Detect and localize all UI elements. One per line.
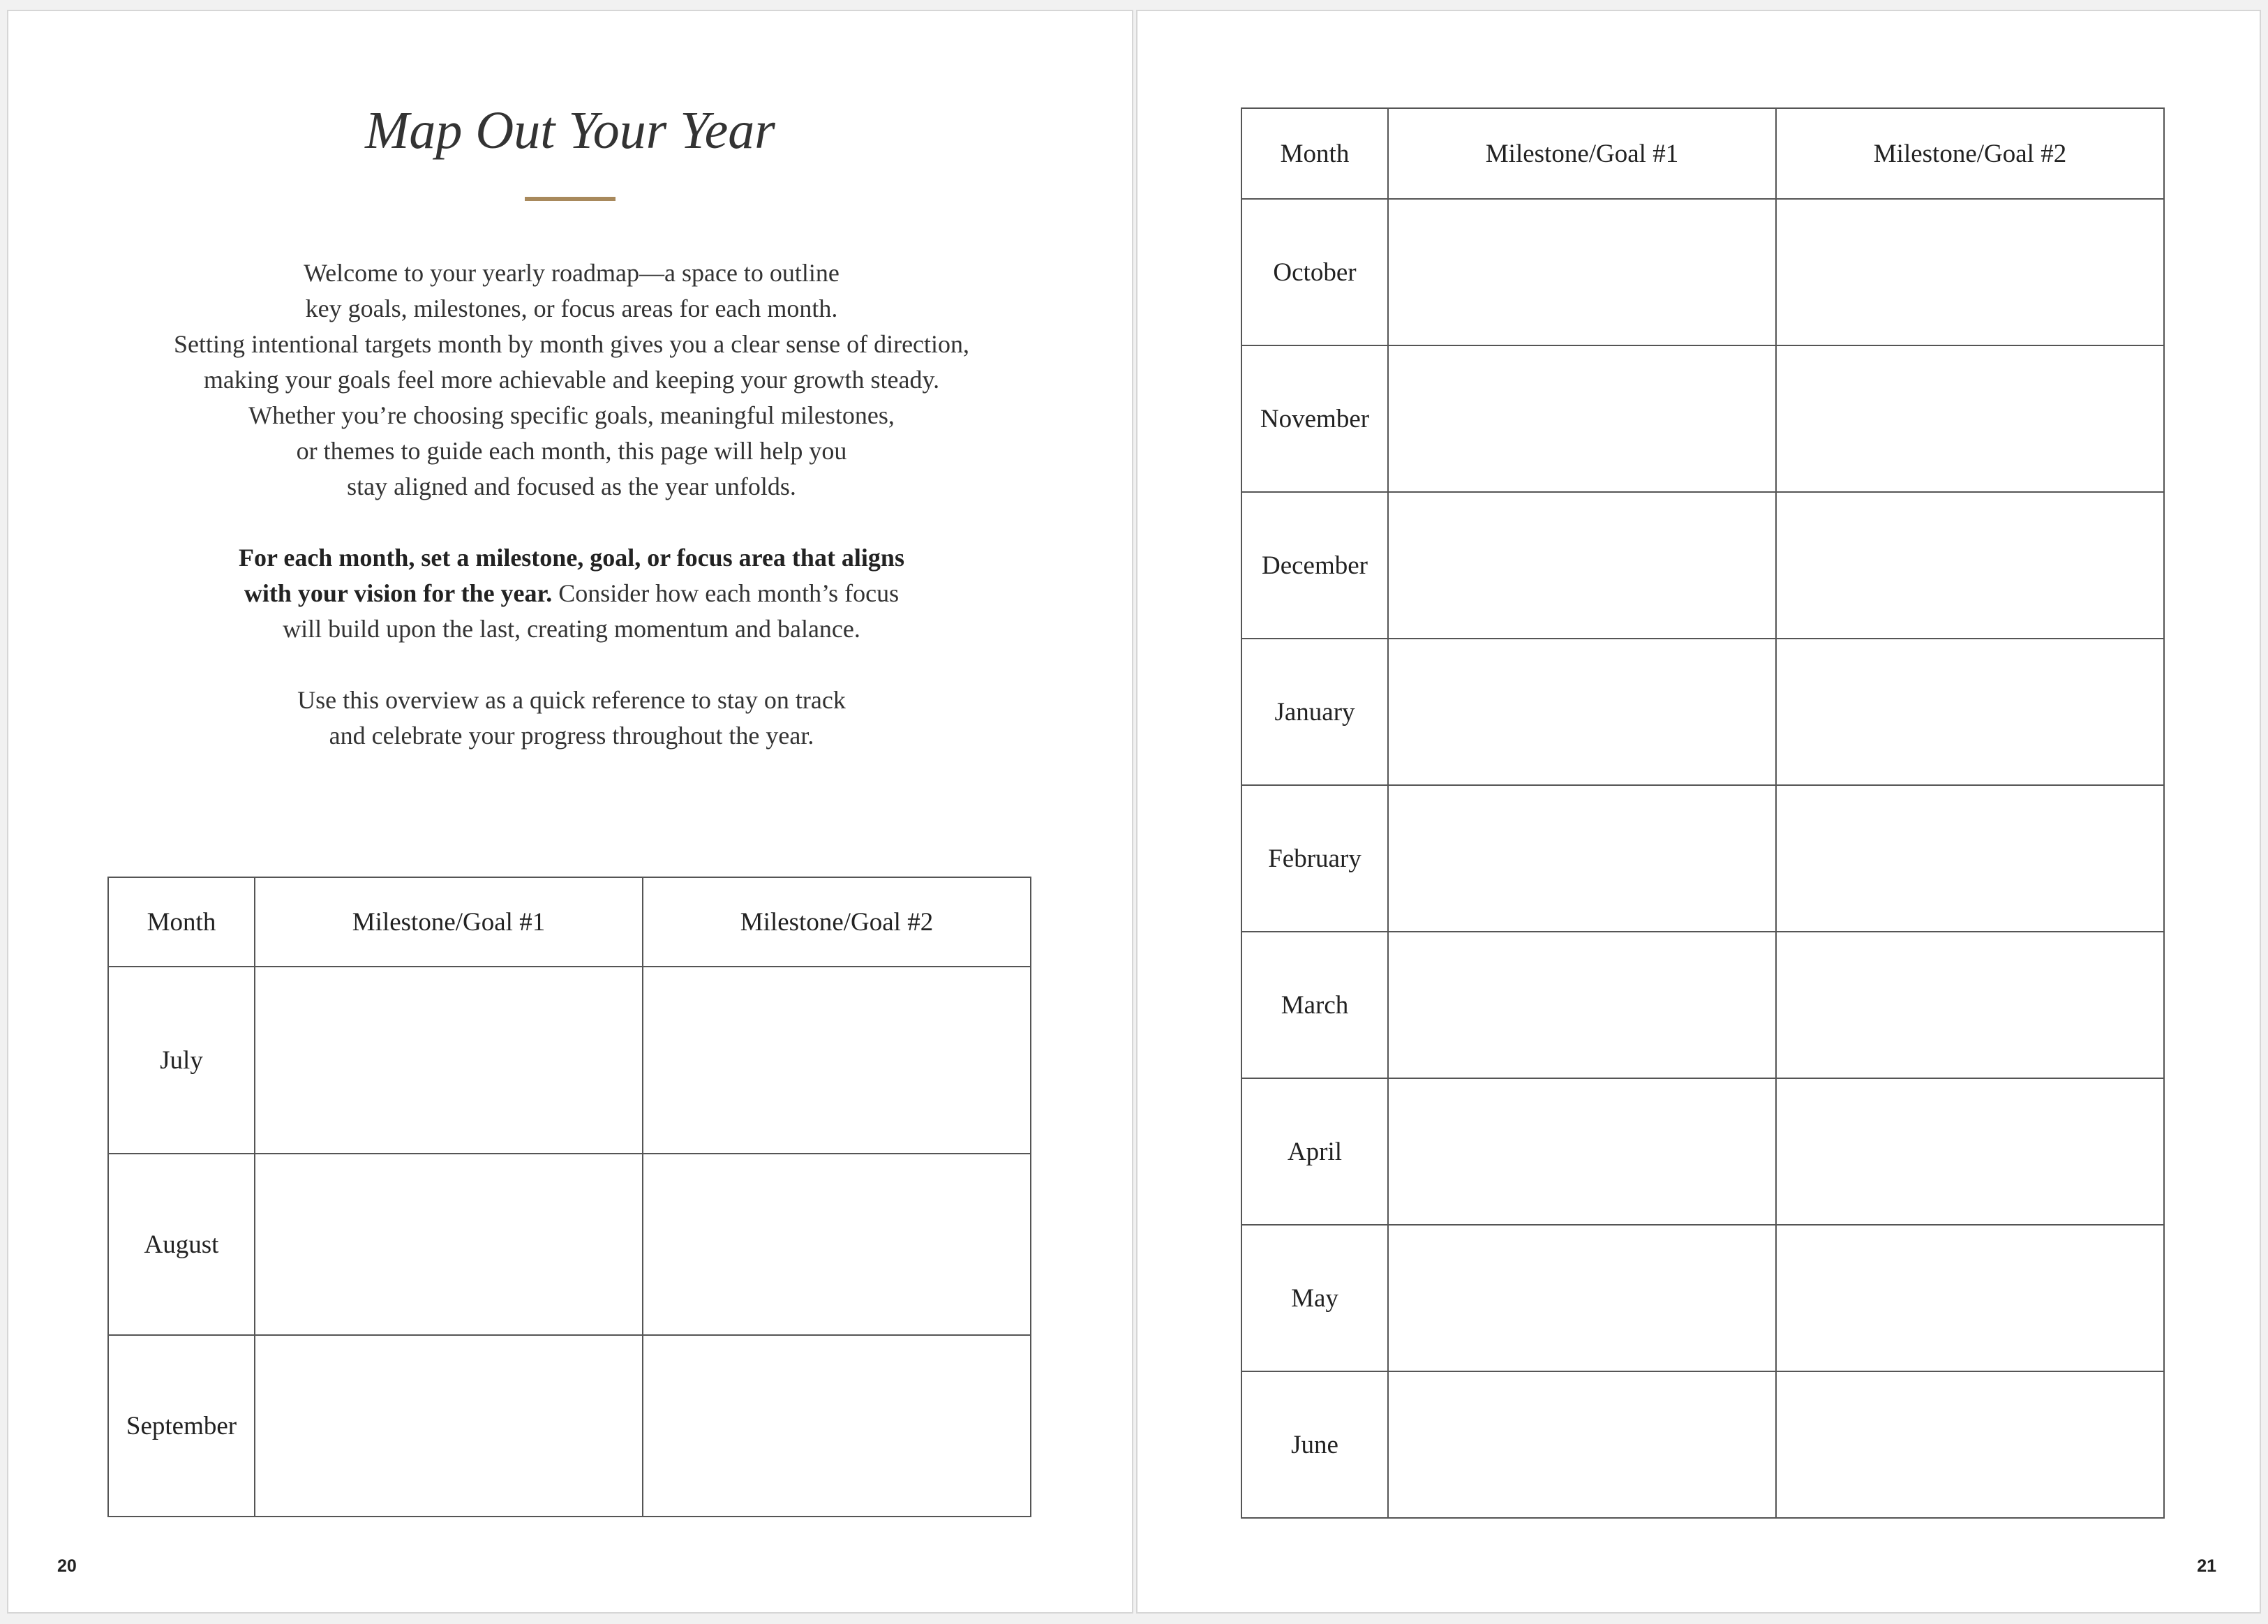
intro-line (92, 576, 1051, 611)
header-month: Month (108, 877, 255, 967)
left-page (7, 10, 1133, 1614)
intro-line: and celebrate your progress throughout the year. (329, 722, 814, 750)
table-row (1241, 1225, 2164, 1371)
intro-line: key goals, milestones, or focus areas for each month. (305, 295, 838, 322)
intro-line: Setting intentional targets month by month gives you a clear sense of direction, (173, 330, 970, 358)
table-row (1241, 1371, 2164, 1518)
month-label: February (1241, 785, 1388, 932)
goal-2-cell[interactable] (1776, 1225, 2164, 1371)
title-divider (525, 197, 616, 201)
table-row (1241, 932, 2164, 1078)
goal-2-cell[interactable] (1776, 1078, 2164, 1225)
goal-1-cell[interactable] (1388, 199, 1776, 345)
table-row (1241, 785, 2164, 932)
header-goal-1: Milestone/Goal #1 (1388, 108, 1776, 199)
month-label: April (1241, 1078, 1388, 1225)
goal-2-cell[interactable] (1776, 932, 2164, 1078)
intro-line: stay aligned and focused as the year unfolds. (347, 472, 796, 500)
goal-1-cell[interactable] (1388, 345, 1776, 492)
goal-1-cell[interactable] (1388, 1078, 1776, 1225)
page-number: 20 (57, 1556, 77, 1576)
goal-1-cell[interactable] (1388, 492, 1776, 639)
intro-line: making your goals feel more achievable and keeping your growth steady. (203, 366, 940, 394)
goal-1-cell[interactable] (1388, 1225, 1776, 1371)
goal-2-cell[interactable] (643, 1335, 1031, 1517)
intro-line: will build upon the last, creating momentum and balance. (283, 615, 860, 643)
table-row (1241, 199, 2164, 345)
goal-2-cell[interactable] (643, 967, 1031, 1154)
intro-paragraph-1 (92, 255, 1051, 505)
intro-line: or themes to guide each month, this page will help you (296, 437, 847, 465)
right-page (1136, 10, 2261, 1614)
table-row (108, 1154, 1031, 1335)
goal-1-cell[interactable] (1388, 932, 1776, 1078)
month-label: May (1241, 1225, 1388, 1371)
header-goal-2: Milestone/Goal #2 (643, 877, 1031, 967)
month-label: January (1241, 639, 1388, 785)
goal-2-cell[interactable] (643, 1154, 1031, 1335)
table-row (1241, 492, 2164, 639)
table-row (1241, 639, 2164, 785)
header-month: Month (1241, 108, 1388, 199)
goals-table-oct-jun (1241, 107, 2165, 1519)
table-row (1241, 345, 2164, 492)
intro-text (92, 255, 1051, 754)
month-label: March (1241, 932, 1388, 1078)
goal-1-cell[interactable] (255, 1335, 643, 1517)
month-label: June (1241, 1371, 1388, 1518)
intro-text-run: Consider how each month’s focus (552, 579, 900, 607)
page-number: 21 (2197, 1556, 2216, 1576)
intro-line: Use this overview as a quick reference to stay on track (297, 686, 846, 714)
intro-line: Welcome to your yearly roadmap—a space to outline (304, 259, 840, 287)
goal-1-cell[interactable] (1388, 1371, 1776, 1518)
goal-1-cell[interactable] (255, 1154, 643, 1335)
month-label: October (1241, 199, 1388, 345)
goal-2-cell[interactable] (1776, 492, 2164, 639)
month-label: September (108, 1335, 255, 1517)
table-header-row (1241, 108, 2164, 199)
goal-1-cell[interactable] (255, 967, 643, 1154)
month-label: November (1241, 345, 1388, 492)
header-goal-2: Milestone/Goal #2 (1776, 108, 2164, 199)
goal-1-cell[interactable] (1388, 785, 1776, 932)
goal-2-cell[interactable] (1776, 199, 2164, 345)
goal-2-cell[interactable] (1776, 345, 2164, 492)
intro-bold-text: For each month, set a milestone, goal, or focus area that aligns (239, 544, 904, 572)
page-title: Map Out Your Year (365, 101, 775, 160)
intro-paragraph-2 (92, 540, 1051, 647)
goal-2-cell[interactable] (1776, 785, 2164, 932)
header-goal-1: Milestone/Goal #1 (255, 877, 643, 967)
table-row (108, 967, 1031, 1154)
goal-2-cell[interactable] (1776, 1371, 2164, 1518)
intro-bold-text: with your vision for the year. (244, 579, 553, 607)
goal-1-cell[interactable] (1388, 639, 1776, 785)
goals-table-jul-sep (107, 877, 1031, 1517)
intro-line (92, 540, 1051, 576)
goal-2-cell[interactable] (1776, 639, 2164, 785)
month-label: July (108, 967, 255, 1154)
month-label: August (108, 1154, 255, 1335)
month-label: December (1241, 492, 1388, 639)
table-row (1241, 1078, 2164, 1225)
intro-line: Whether you’re choosing specific goals, meaningful milestones, (248, 401, 895, 429)
intro-paragraph-3 (92, 683, 1051, 754)
table-header-row (108, 877, 1031, 967)
table-row (108, 1335, 1031, 1517)
